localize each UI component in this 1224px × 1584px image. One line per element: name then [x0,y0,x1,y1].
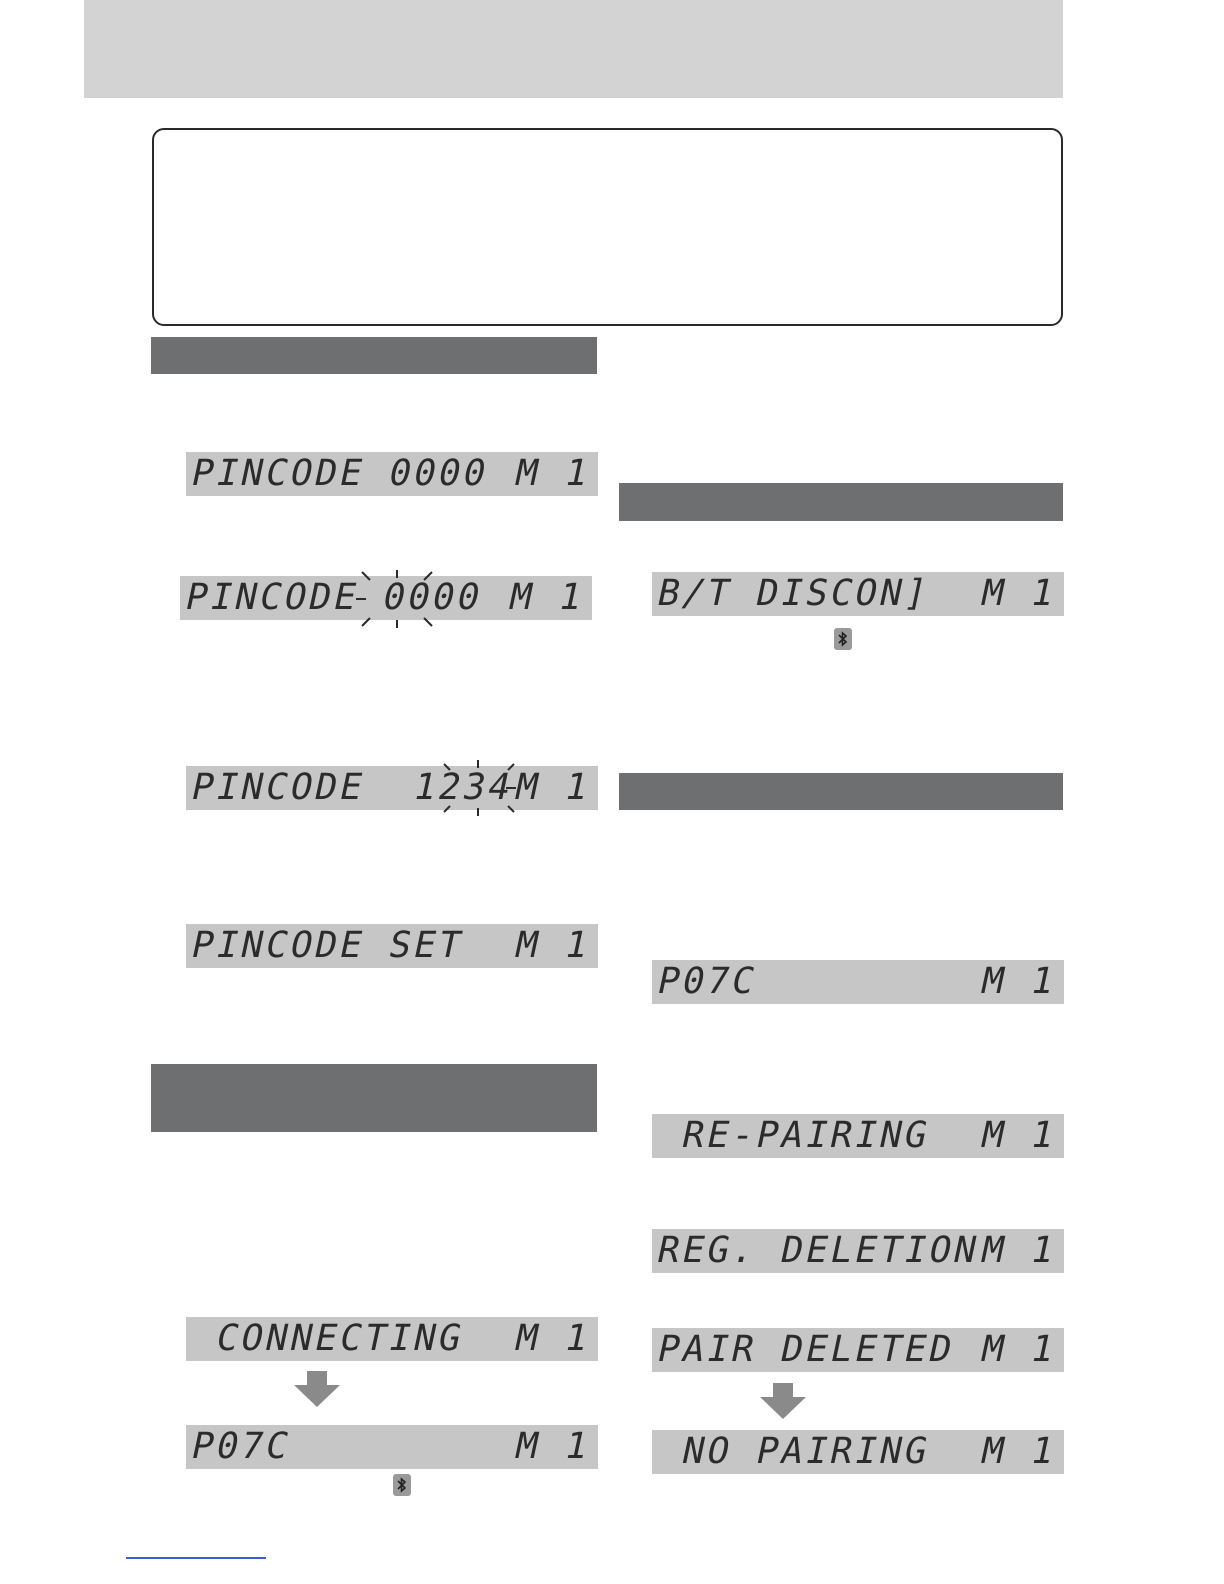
lcd-memory-indicator: M 1 [511,925,595,966]
lcd-text: PAIR DELETED [653,1329,959,1370]
section-heading-bar-pairing [619,773,1063,810]
bluetooth-icon [834,628,852,650]
lcd-pincode-edit [180,576,592,620]
lcd-text: PINCODE SET [187,925,468,966]
lcd-text: P07C [187,1426,296,1467]
lcd-text: RE-PAIRING [653,1115,934,1156]
lcd-pair-deleted [652,1328,1064,1372]
lcd-text: P07C [653,961,762,1002]
lcd-connecting [186,1317,598,1361]
page-header-band [84,0,1063,98]
lcd-bt-disconnect [652,572,1064,616]
lcd-memory-indicator: M 1 [977,961,1061,1002]
lcd-text: PINCODE 0000 [181,577,487,618]
lcd-memory-indicator: M 1 [977,1431,1061,1472]
lcd-pincode-set [186,924,598,968]
lcd-memory-indicator: M 1 [505,577,589,618]
lcd-device-name [652,960,1064,1004]
lcd-memory-indicator: M 1 [977,1329,1061,1370]
lcd-device-connected [186,1425,598,1469]
lcd-memory-indicator: M 1 [511,767,595,808]
lcd-text: CONNECTING [187,1318,468,1359]
section-heading-bar-disconnect [619,483,1063,521]
lcd-text: B/T DISCON] [653,573,934,614]
lcd-memory-indicator: M 1 [977,573,1061,614]
lcd-text: NO PAIRING [653,1431,934,1472]
lcd-memory-indicator: M 1 [511,1426,595,1467]
lcd-no-pairing [652,1430,1064,1474]
lcd-text: REG. DELETION [653,1230,984,1271]
arrow-down-icon [294,1371,340,1407]
section-heading-bar-pincode [151,337,597,374]
section-heading-bar-connect [151,1064,597,1132]
lcd-memory-indicator: M 1 [511,1318,595,1359]
lcd-text: PINCODE 1234 [187,767,518,808]
arrow-down-icon [760,1383,806,1419]
lcd-memory-indicator: M 1 [977,1230,1061,1271]
footer-link-underline [126,1557,266,1559]
lcd-reg-deletion [652,1229,1064,1273]
lcd-pincode-entered [186,766,598,810]
lcd-memory-indicator: M 1 [977,1115,1061,1156]
bluetooth-icon [393,1474,411,1496]
lcd-re-pairing [652,1114,1064,1158]
note-box [152,128,1063,326]
lcd-memory-indicator: M 1 [511,453,595,494]
lcd-pincode-default [186,452,598,496]
lcd-text: PINCODE 0000 [187,453,493,494]
